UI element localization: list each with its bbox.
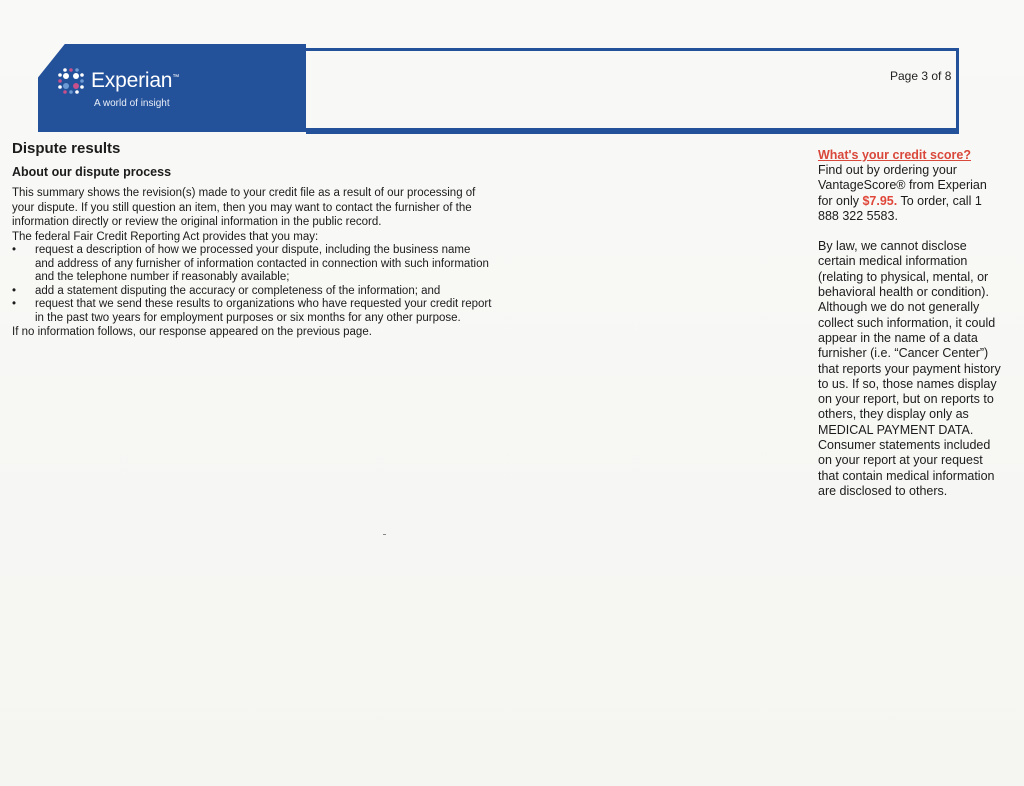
brand-tagline: A world of insight xyxy=(94,98,170,109)
offer-price: $7.95. xyxy=(862,193,898,208)
section-subtitle: About our dispute process xyxy=(12,165,172,179)
logo-dot xyxy=(69,68,73,72)
logo-dot xyxy=(63,68,67,72)
logo-dot xyxy=(75,90,79,94)
brand-name: Experian™ xyxy=(91,69,180,92)
dispute-results-section xyxy=(12,140,492,340)
credit-score-offer: Find out by ordering your VantageScore® from Experian for only $7.95. To order, call 1 888 322 5583. xyxy=(818,163,987,223)
fcra-lead: The federal Fair Credit Reporting Act provides that you may: xyxy=(12,230,319,243)
intro-paragraph: This summary shows the revision(s) made to your credit file as a result of our processing of your dispute. If you still question an item, then you may want to contact the furnisher of the information directly or review the original information in the public record. xyxy=(12,187,476,228)
bullet-icon: • xyxy=(12,298,17,310)
logo-dot xyxy=(58,73,62,77)
logo-dot xyxy=(75,68,79,72)
page-number: Page 3 of 8 xyxy=(890,69,952,83)
logo-dot xyxy=(63,90,67,94)
logo-dot xyxy=(63,83,69,89)
experian-logo-icon xyxy=(56,66,86,96)
header-rule xyxy=(38,128,958,132)
logo-dot xyxy=(80,85,84,89)
logo-dot xyxy=(80,73,84,77)
list-item: • add a statement disputing the accuracy or completeness of the information; and xyxy=(12,284,441,297)
sidebar xyxy=(818,148,1002,499)
logo-dot xyxy=(63,73,69,79)
logo-dot xyxy=(73,73,79,79)
header-frame xyxy=(306,48,959,134)
logo-dot xyxy=(69,90,73,94)
list-item: • request a description of how we processed your dispute, including the business name and address of any furnisher of information contacted in connection with such information and the telephone number if reasonably available; xyxy=(12,244,489,283)
logo-dot xyxy=(58,85,62,89)
medical-info-notice: By law, we cannot disclose certain medical information (relating to physical, mental, or behavioral health or condition). Although we do not generally collect such information, it could appear in the name of a data furnisher (i.e. “Cancer Center”) that reports your payment history to us. If so, those names display on your report, but on reports to others, they display only as MEDICAL PAYMENT DATA. Consumer statements included on your report at your request that contain medical information are disclosed to others. xyxy=(818,239,1001,498)
list-item: • request that we send these results to organizations who have requested your credit report in the past two years for employment purposes or six months for any other purpose. xyxy=(12,298,492,324)
logo-dot xyxy=(80,79,84,83)
rights-list xyxy=(12,244,492,325)
page-title: Dispute results xyxy=(12,140,121,157)
logo-dot xyxy=(73,83,79,89)
closing-note: If no information follows, our response appeared on the previous page. xyxy=(12,326,372,338)
scan-speck xyxy=(383,534,386,535)
experian-logo xyxy=(56,64,186,114)
bullet-icon: • xyxy=(12,284,17,297)
logo-dot xyxy=(58,79,62,83)
bullet-icon: • xyxy=(12,244,17,256)
credit-score-heading: What's your credit score? xyxy=(818,148,972,162)
